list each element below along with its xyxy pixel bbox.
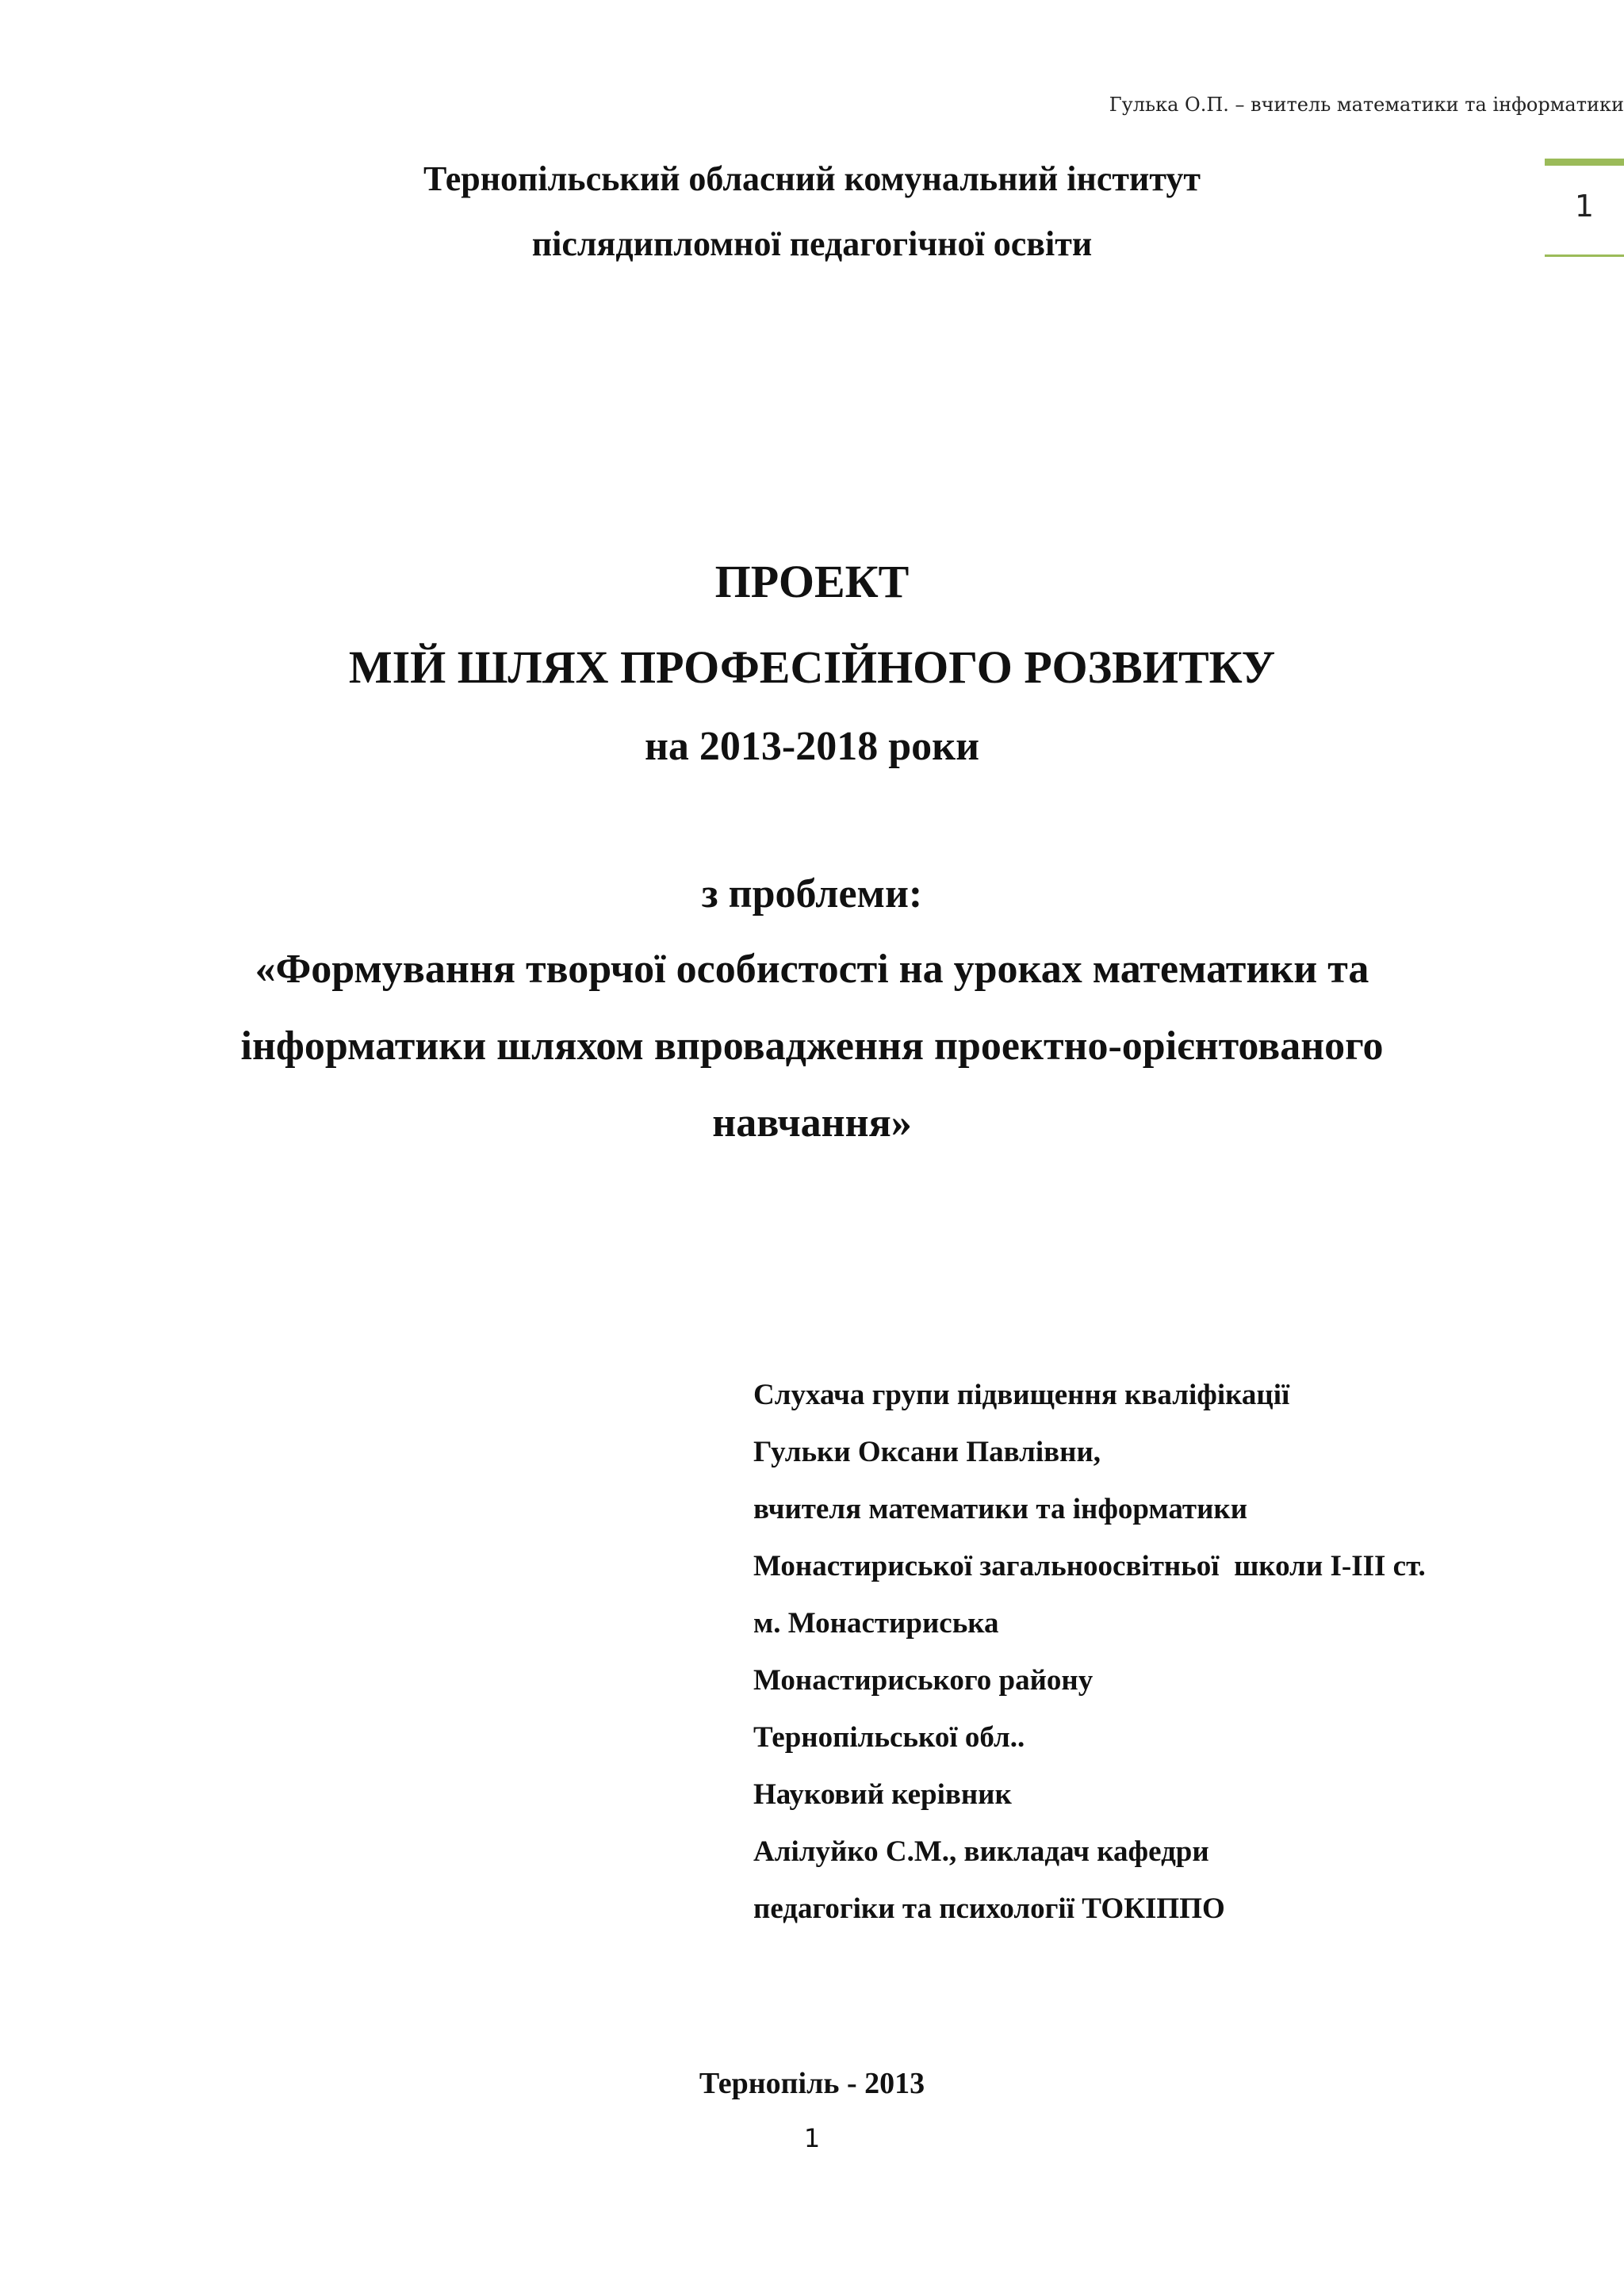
author-line: Монастириського району: [753, 1664, 1094, 1697]
place-year: Тернопіль - 2013: [699, 2067, 925, 2100]
author-line: Монастириської загальноосвітньої школи І-ІІІ ст.: [753, 1550, 1426, 1582]
author-line: Слухача групи підвищення кваліфікації: [753, 1379, 1290, 1411]
institution-line-2: післядипломної педагогічної освіти: [531, 224, 1093, 263]
author-line: Тернопільської обл..: [753, 1721, 1025, 1754]
header-page-number: 1: [1574, 189, 1595, 224]
problem-line: навчання»: [712, 1100, 912, 1146]
institution-line-1: Тернопільський обласний комунальний інститут: [423, 159, 1201, 198]
author-line: Гульки Оксани Павлівни,: [753, 1436, 1101, 1468]
author-line: вчителя математики та інформатики: [753, 1493, 1248, 1525]
footer-page-number: 1: [803, 2123, 821, 2153]
document-years: на 2013-2018 роки: [644, 724, 980, 769]
author-line: Алілуйко С.М., викладач кафедри: [753, 1835, 1209, 1868]
document-title: МІЙ ШЛЯХ ПРОФЕСІЙНОГО РОЗВИТКУ: [348, 641, 1276, 693]
author-info: [753, 1367, 1426, 1938]
problem-line: інформатики шляхом впровадження проектно-орієнтованого: [240, 1024, 1384, 1069]
problem-intro: з проблеми:: [701, 871, 923, 916]
author-line: педагогіки та психології ТОКІППО: [753, 1892, 1225, 1925]
running-header: Гулька О.П. – вчитель математики та інформатики: [1109, 94, 1624, 116]
document-kind: ПРОЕКТ: [714, 556, 910, 607]
author-line: Науковий керівник: [753, 1778, 1012, 1811]
problem-line: «Формування творчої особистості на уроках математики та: [255, 947, 1369, 992]
author-line: м. Монастириська: [753, 1607, 999, 1640]
